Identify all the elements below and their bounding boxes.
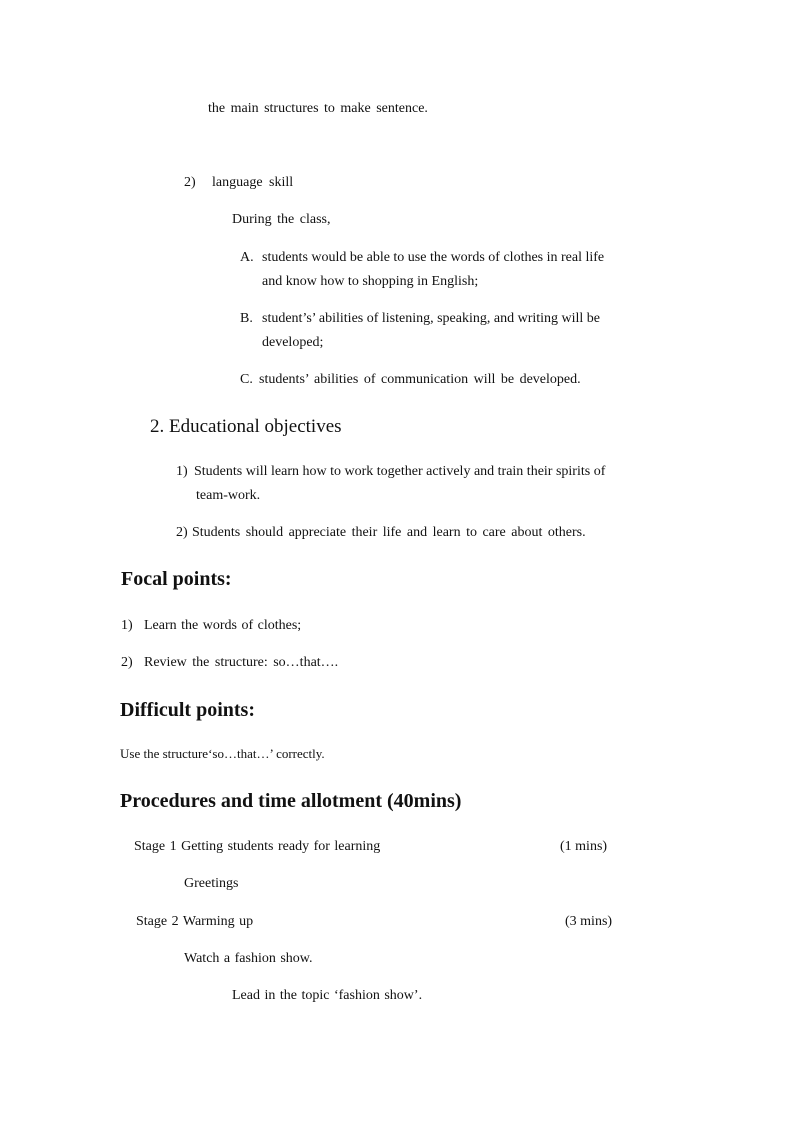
educational-objectives-heading: 2. Educational objectives — [150, 416, 342, 437]
stage-2-activity: Watch a fashion show. — [184, 951, 313, 966]
procedures-heading: Procedures and time allotment (40mins) — [120, 790, 462, 812]
language-skill-title: language skill — [212, 175, 294, 190]
stage-1-activity: Greetings — [184, 876, 239, 891]
focal-point-text: Review the structure: so…that…. — [144, 655, 339, 670]
list-item-text-continued: developed; — [262, 335, 324, 350]
list-item-text: students’ abilities of communication will be developed. — [259, 372, 581, 387]
list-item-marker: C. — [240, 372, 253, 387]
focal-point-marker: 1) — [121, 618, 133, 633]
difficult-points-text: Use the structure‘so…that…’ correctly. — [120, 746, 325, 761]
difficult-points-heading: Difficult points: — [120, 699, 255, 721]
objective-text: Students should appreciate their life and learn to care about others. — [192, 525, 586, 540]
objective-marker: 1) — [176, 464, 188, 479]
continuation-line: the main structures to make sentence. — [208, 101, 428, 116]
list-item-text-continued: and know how to shopping in English; — [262, 274, 479, 289]
list-item-marker: B. — [240, 311, 253, 326]
list-item-text: student’s’ abilities of listening, speaking, and writing will be — [262, 311, 601, 326]
list-item-marker: A. — [240, 250, 254, 265]
stage-1-label: Stage 1 Getting students ready for learning — [134, 839, 381, 854]
list-item-text: students would be able to use the words of clothes in real life — [262, 250, 605, 265]
focal-point-text: Learn the words of clothes; — [144, 618, 302, 633]
stage-2-time: (3 mins) — [565, 914, 613, 929]
stage-2-label: Stage 2 Warming up — [136, 914, 254, 929]
objective-text-continued: team-work. — [196, 488, 261, 503]
focal-points-heading: Focal points: — [121, 568, 232, 590]
focal-point-marker: 2) — [121, 655, 133, 670]
stage-1-time: (1 mins) — [560, 839, 608, 854]
language-skill-marker: 2) — [184, 175, 196, 190]
stage-2-sub-activity: Lead in the topic ‘fashion show’. — [232, 988, 423, 1003]
objective-text: Students will learn how to work together actively and train their spirits of — [194, 464, 606, 479]
language-skill-intro: During the class, — [232, 212, 331, 227]
objective-marker: 2) — [176, 525, 188, 540]
